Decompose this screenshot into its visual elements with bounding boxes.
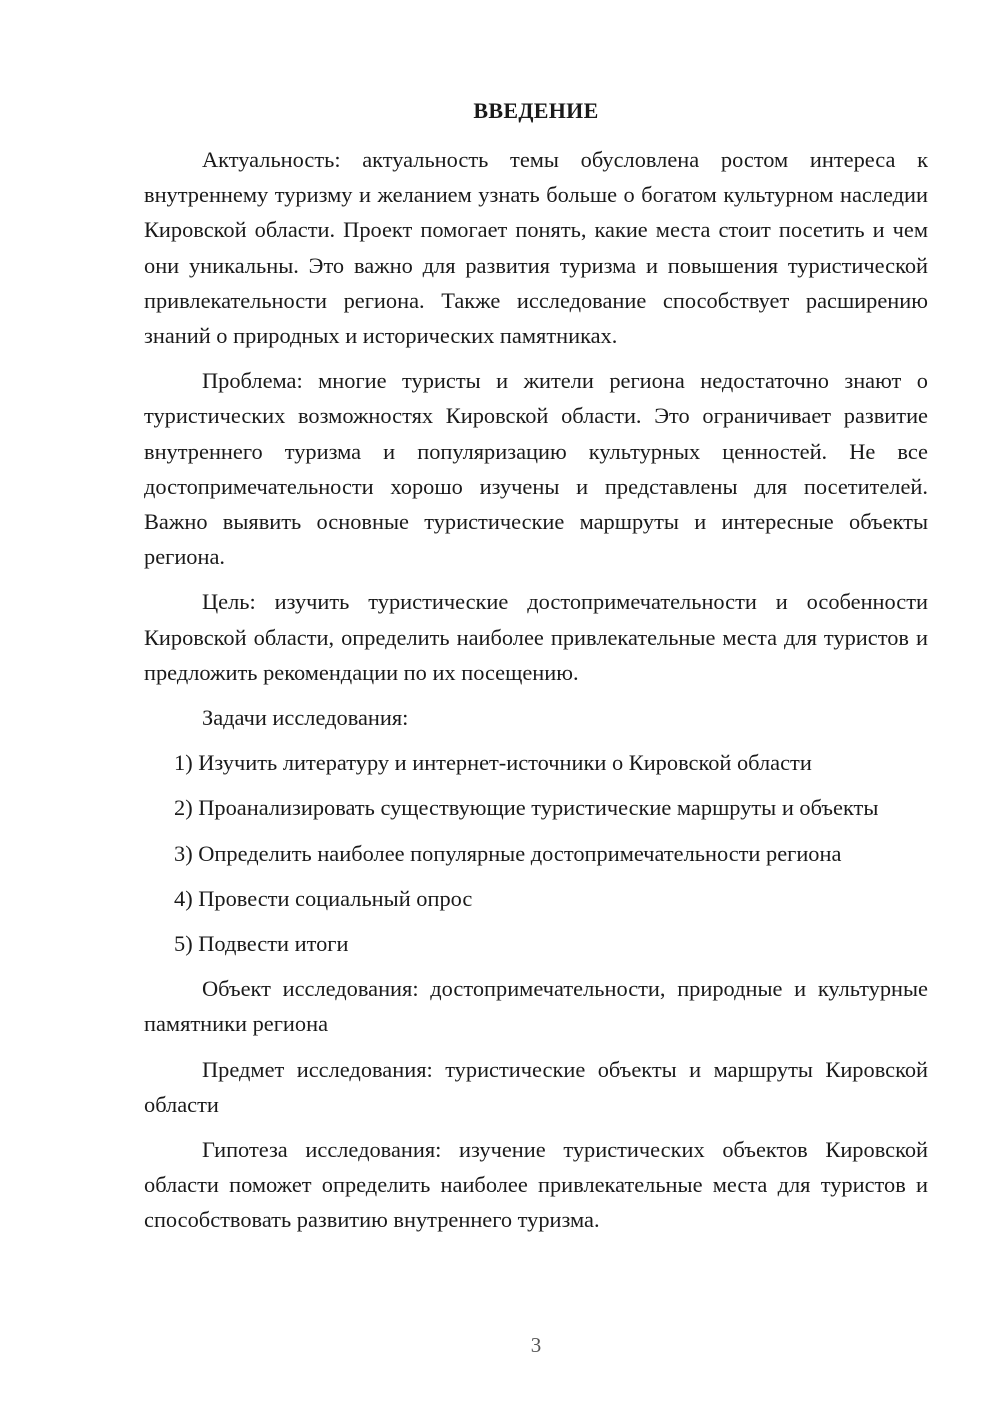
relevance-paragraph: Актуальность: актуальность темы обусловлена ростом интереса к внутреннему туризму и желанием узнать больше о богатом культурном наследии Кировской области. Проект помогает понять, какие места стоит посетить и чем они уникальны. Это важно для развития туризма и повышения туристической привлекательности региона. Также исследование способствует расширению знаний о природных и исторических памятниках.: [144, 147, 928, 349]
page-number: 3: [530, 1333, 542, 1357]
task-item: 1) Изучить литературу и интернет-источники о Кировской области: [174, 750, 812, 776]
task-item: 4) Провести социальный опрос: [174, 885, 473, 911]
research-subject-paragraph: Предмет исследования: туристические объекты и маршруты Кировской области: [144, 1056, 928, 1117]
goal-paragraph: Цель: изучить туристические достопримечательности и особенности Кировской области, определить наиболее привлекательные места для туристов и предложить рекомендации по их посещению.: [144, 589, 928, 685]
hypothesis-paragraph: Гипотеза исследования: изучение туристических объектов Кировской области поможет определить наиболее привлекательные места для туристов и способствовать развитию внутреннего туризма.: [144, 1137, 928, 1233]
problem-paragraph: Проблема: многие туристы и жители региона недостаточно знают о туристических возможностях Кировской области. Это ограничивает развитие внутреннего туризма и популяризацию культурных ценностей. Не все достопримечательности хорошо изучены и представлены для посетителей. Важно выявить основные туристические маршруты и интересные объекты региона.: [144, 368, 928, 570]
task-item: 3) Определить наиболее популярные достопримечательности региона: [174, 840, 842, 866]
page-title: ВВЕДЕНИЕ: [473, 98, 599, 123]
document-body: [144, 142, 928, 1248]
task-item: 2) Проанализировать существующие туристические маршруты и объекты: [174, 795, 879, 821]
research-object-paragraph: Объект исследования: достопримечательности, природные и культурные памятники региона: [144, 976, 928, 1037]
tasks-heading: Задачи исследования:: [202, 705, 409, 731]
task-item: 5) Подвести итоги: [174, 931, 349, 957]
